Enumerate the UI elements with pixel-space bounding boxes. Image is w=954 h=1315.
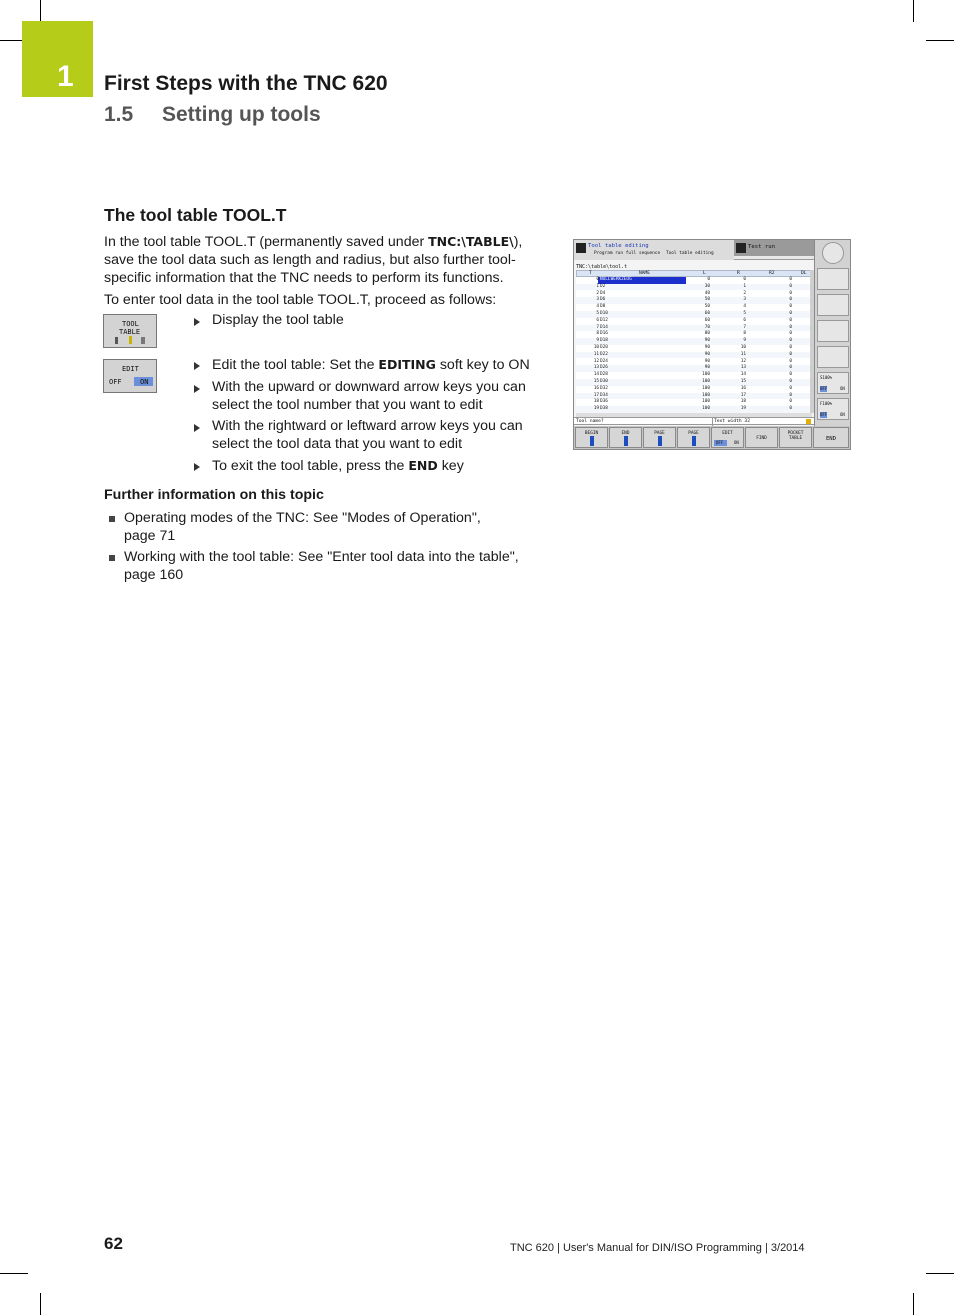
- table-cell: 16: [593, 385, 599, 391]
- section-title: [104, 103, 321, 127]
- table-cell: 17: [740, 392, 746, 398]
- end-softkey[interactable]: [609, 427, 642, 448]
- intro-path: TNC:\TABLE\: [428, 234, 514, 249]
- table-cell: D22: [600, 351, 608, 357]
- table-row[interactable]: [576, 352, 812, 359]
- table-cell: 10: [593, 345, 599, 350]
- table-cell: 7: [596, 324, 599, 330]
- table-cell: NULLWERKZEUG: [600, 277, 632, 282]
- table-row[interactable]: [576, 304, 812, 311]
- softkey-label: END: [825, 436, 837, 442]
- arrow-bullet-icon: [194, 385, 200, 393]
- table-cell: D20: [600, 345, 608, 350]
- table-cell: 17: [593, 392, 599, 398]
- crop-mark: [40, 1293, 41, 1315]
- table-cell: 0: [789, 351, 792, 357]
- table-cell: 100: [702, 385, 710, 391]
- table-row[interactable]: [576, 386, 812, 393]
- table-cell: D10: [600, 311, 608, 316]
- mode-subtitle: Program run full sequence: [594, 251, 661, 256]
- table-cell: 4: [743, 304, 746, 310]
- softkey-label: EDIT: [122, 365, 139, 373]
- softkey-label: ON: [140, 378, 149, 386]
- table-row[interactable]: [576, 318, 812, 325]
- table-cell: 15: [593, 379, 599, 384]
- table-cell: 12: [593, 358, 599, 364]
- table-cell: D6: [600, 297, 606, 303]
- table-cell: 0: [789, 338, 792, 344]
- side-softkey[interactable]: [817, 320, 849, 342]
- table-cell: 2: [743, 290, 746, 296]
- table-row[interactable]: [576, 284, 812, 291]
- end-key-softkey[interactable]: [813, 427, 849, 448]
- step-5: [212, 457, 542, 476]
- table-cell: 9: [596, 338, 599, 344]
- table-cell: 15: [740, 379, 746, 384]
- begin-softkey[interactable]: [575, 427, 608, 448]
- table-cell: 0: [789, 331, 792, 337]
- override-on: ON: [840, 412, 845, 417]
- arrow-bullet-icon: [194, 362, 200, 370]
- override-label: S100%: [820, 375, 833, 380]
- table-cell: 11: [593, 351, 599, 357]
- section-number: 1.5: [104, 103, 134, 126]
- status-divider: [712, 418, 713, 426]
- table-row[interactable]: [576, 311, 812, 318]
- square-bullet-icon: [109, 516, 115, 522]
- table-cell: 3: [596, 297, 599, 303]
- table-row[interactable]: [576, 297, 812, 304]
- table-cell: 0: [789, 277, 792, 282]
- table-cell: 0: [789, 324, 792, 330]
- table-cell: 0: [743, 277, 746, 282]
- softkey-label: PAGE: [654, 431, 665, 436]
- side-softkey[interactable]: [817, 268, 849, 290]
- table-cell: 0: [789, 290, 792, 296]
- col-header: T: [589, 271, 592, 276]
- crop-mark: [0, 40, 22, 41]
- table-cell: 4: [596, 304, 599, 310]
- tool-table-softkey[interactable]: [103, 314, 157, 348]
- table-cell: 100: [702, 372, 710, 378]
- crop-mark: [0, 1273, 28, 1274]
- col-header: R2: [769, 271, 775, 276]
- table-row[interactable]: [576, 359, 812, 366]
- table-cell: 8: [743, 331, 746, 337]
- table-cell: 2: [596, 290, 599, 296]
- softkey-label: ON: [734, 440, 739, 445]
- table-cell: D38: [600, 406, 608, 412]
- softkey-row: [574, 426, 850, 449]
- table-cell: D14: [600, 324, 608, 330]
- tool-icon: [104, 315, 156, 347]
- arrow-down-icon: [624, 436, 628, 446]
- table-cell: 90: [704, 358, 710, 364]
- crop-mark: [40, 0, 41, 22]
- table-cell: D24: [600, 358, 608, 364]
- table-path: TNC:\table\tool.t: [576, 264, 628, 270]
- table-cell: 12: [740, 358, 746, 364]
- table-cell: 18: [593, 399, 599, 405]
- further-info-title: Further information on this topic: [104, 487, 324, 503]
- table-cell: 0: [596, 277, 599, 282]
- table-cell: 3: [743, 297, 746, 303]
- table-cell: 18: [740, 399, 746, 405]
- table-row[interactable]: [576, 338, 812, 345]
- softkey-label: END: [621, 431, 630, 436]
- col-header: R: [737, 271, 740, 276]
- table-cell: 6: [596, 317, 599, 323]
- table-row[interactable]: [576, 291, 812, 298]
- table-cell: 0: [789, 283, 792, 289]
- page-up-softkey[interactable]: [643, 427, 676, 448]
- step-2: [212, 356, 542, 375]
- warning-icon: [806, 419, 811, 424]
- col-header: L: [703, 271, 706, 276]
- side-softkey[interactable]: [817, 346, 849, 368]
- table-cell: 100: [702, 399, 710, 405]
- table-cell: 19: [740, 406, 746, 412]
- table-cell: 0: [789, 392, 792, 398]
- table-cell: D12: [600, 317, 608, 323]
- table-cell: D8: [600, 304, 606, 310]
- pocket-table-softkey[interactable]: [779, 427, 812, 448]
- table-row[interactable]: [576, 277, 812, 284]
- softkey-label: OFF: [716, 440, 724, 445]
- arrow-down-icon: [692, 436, 696, 446]
- table-cell: 14: [740, 372, 746, 378]
- col-header: DL: [801, 271, 807, 276]
- crop-mark: [913, 0, 914, 22]
- table-cell: 8: [596, 331, 599, 337]
- override-label: F100%: [820, 401, 833, 406]
- table-row[interactable]: [576, 399, 812, 406]
- table-cell: 0: [789, 317, 792, 323]
- table-cell: D32: [600, 385, 608, 391]
- table-row[interactable]: [576, 379, 812, 386]
- edit-toggle-softkey[interactable]: [711, 427, 744, 448]
- table-cell: 0: [789, 399, 792, 405]
- table-cell: D4: [600, 290, 606, 296]
- step-key: EDITING: [378, 357, 436, 372]
- arrow-bullet-icon: [194, 463, 200, 471]
- table-row[interactable]: [576, 325, 812, 332]
- intro-text: In the tool table TOOL.T (permanently saved under: [104, 234, 429, 250]
- table-cell: D36: [600, 399, 608, 405]
- override-on: ON: [840, 386, 845, 391]
- page-number: 62: [104, 1234, 123, 1253]
- spindle-override-softkey[interactable]: [817, 372, 849, 394]
- step-text: soft key to ON: [435, 357, 530, 373]
- table-cell: 90: [704, 351, 710, 357]
- test-run-label: Test run: [748, 244, 775, 250]
- further-info-item: Working with the tool table: See "Enter tool data into the table", page 160: [124, 549, 519, 583]
- crop-mark: [913, 1293, 914, 1315]
- mode-subtitle-2: Tool table editing: [666, 251, 714, 256]
- edit-softkey[interactable]: [103, 359, 157, 393]
- softkey-label: BEGIN: [584, 431, 599, 436]
- intro-paragraph: [104, 233, 540, 287]
- table-cell: 10: [740, 345, 746, 350]
- step-4: With the rightward or leftward arrow keys you can select the tool data that you want to edit: [212, 418, 523, 452]
- step-1: Display the tool table: [212, 312, 344, 328]
- table-header: [576, 270, 812, 277]
- table-cell: 80: [704, 331, 710, 337]
- step-3: With the upward or downward arrow keys you can select the tool number that you want to edit: [212, 379, 526, 413]
- mode-arrow-icon: [576, 243, 586, 253]
- arrow-bullet-icon: [194, 318, 200, 326]
- mode-title: Tool table editing: [588, 243, 649, 249]
- arrow-bullet-icon: [194, 424, 200, 432]
- find-softkey[interactable]: [745, 427, 778, 448]
- status-line: [574, 417, 814, 425]
- softkey-label: FIND: [756, 436, 767, 441]
- table-row[interactable]: [576, 406, 812, 413]
- crop-mark: [926, 40, 954, 41]
- table-cell: 0: [789, 406, 792, 412]
- table-cell: 0: [789, 297, 792, 303]
- table-cell: 0: [789, 345, 792, 350]
- footer-text: TNC 620 | User's Manual for DIN/ISO Programming | 3/2014: [510, 1242, 805, 1254]
- softkey-label: EDIT: [722, 431, 733, 436]
- table-cell: 5: [596, 311, 599, 316]
- table-cell: D30: [600, 379, 608, 384]
- table-cell: D18: [600, 338, 608, 344]
- table-row[interactable]: [576, 393, 812, 400]
- softkey-label: PAGE: [688, 431, 699, 436]
- table-row[interactable]: [576, 331, 812, 338]
- table-cell: 13: [593, 365, 599, 371]
- crop-mark: [926, 1273, 954, 1274]
- feed-override-softkey[interactable]: [817, 398, 849, 420]
- mode-arrow-icon: [736, 243, 746, 253]
- table-cell: 0: [789, 304, 792, 310]
- table-cell: 70: [704, 324, 710, 330]
- intro-text-2: ), save the tool data such as length and radius, but also further tool-specific information that the TNC needs to perform its functions.: [104, 234, 523, 286]
- table-cell: 0: [789, 385, 792, 391]
- clock-icon: [822, 242, 844, 264]
- table-cell: 30: [704, 283, 710, 289]
- table-cell: 14: [593, 372, 599, 378]
- arrow-up-icon: [658, 436, 662, 446]
- table-cell: 5: [743, 311, 746, 316]
- table-row[interactable]: [576, 345, 812, 352]
- table-cell: 100: [702, 392, 710, 398]
- section-name: Setting up tools: [162, 103, 321, 126]
- table-cell: D34: [600, 392, 608, 398]
- table-cell: 0: [789, 365, 792, 371]
- chapter-title: First Steps with the TNC 620: [104, 72, 388, 95]
- table-cell: 0: [707, 277, 710, 282]
- table-row[interactable]: [576, 365, 812, 372]
- table-cell: 0: [789, 379, 792, 384]
- table-cell: 90: [704, 345, 710, 350]
- table-cell: 11: [740, 351, 746, 357]
- table-cell: 1: [596, 283, 599, 289]
- table-cell: 0: [789, 311, 792, 316]
- table-cell: D2: [600, 283, 606, 289]
- table-cell: 6: [743, 317, 746, 323]
- screen-header: [574, 240, 814, 260]
- table-cell: D26: [600, 365, 608, 371]
- page-down-softkey[interactable]: [677, 427, 710, 448]
- further-info-item: Operating modes of the TNC: See "Modes of Operation", page 71: [124, 510, 481, 544]
- table-cell: 60: [704, 311, 710, 316]
- step-key: END: [408, 458, 438, 473]
- table-cell: D16: [600, 331, 608, 337]
- table-cell: 13: [740, 365, 746, 371]
- table-cell: 40: [704, 290, 710, 296]
- chapter-number: 1: [57, 60, 74, 93]
- step-text: Edit the tool table: Set the: [212, 357, 379, 373]
- table-cell: 9: [743, 338, 746, 344]
- table-cell: 50: [704, 297, 710, 303]
- override-off: OFF: [820, 412, 828, 417]
- side-softkey[interactable]: [817, 294, 849, 316]
- status-info: Text width 32: [714, 419, 750, 424]
- proceed-paragraph: To enter tool data in the tool table TOOL.T, proceed as follows:: [104, 292, 497, 308]
- table-cell: 60: [704, 317, 710, 323]
- softkey-label: TOOL: [122, 320, 139, 328]
- table-cell: 16: [740, 385, 746, 391]
- softkey-label: OFF: [109, 378, 122, 386]
- table-cell: 7: [743, 324, 746, 330]
- table-cell: 0: [789, 372, 792, 378]
- override-off: OFF: [820, 386, 828, 391]
- side-softkeys: [814, 240, 850, 426]
- tool-table: [576, 277, 812, 413]
- table-cell: 1: [743, 283, 746, 289]
- table-cell: 100: [702, 406, 710, 412]
- table-row[interactable]: [576, 372, 812, 379]
- page-heading: The tool table TOOL.T: [104, 205, 287, 225]
- table-cell: 50: [704, 304, 710, 310]
- tnc-screenshot: [573, 239, 851, 450]
- table-cell: 0: [789, 358, 792, 364]
- table-cell: 19: [593, 406, 599, 412]
- softkey-label: POCKET TABLE: [787, 431, 804, 441]
- arrow-up-icon: [590, 436, 594, 446]
- table-cell: 100: [702, 379, 710, 384]
- status-prompt: Tool name?: [576, 419, 604, 424]
- square-bullet-icon: [109, 555, 115, 561]
- table-cell: D28: [600, 372, 608, 378]
- softkey-label: TABLE: [119, 328, 141, 336]
- step-text: To exit the tool table, press the: [212, 458, 409, 474]
- step-text: key: [437, 458, 464, 474]
- table-cell: 90: [704, 365, 710, 371]
- col-header: NAME: [639, 271, 651, 276]
- table-cell: 90: [704, 338, 710, 344]
